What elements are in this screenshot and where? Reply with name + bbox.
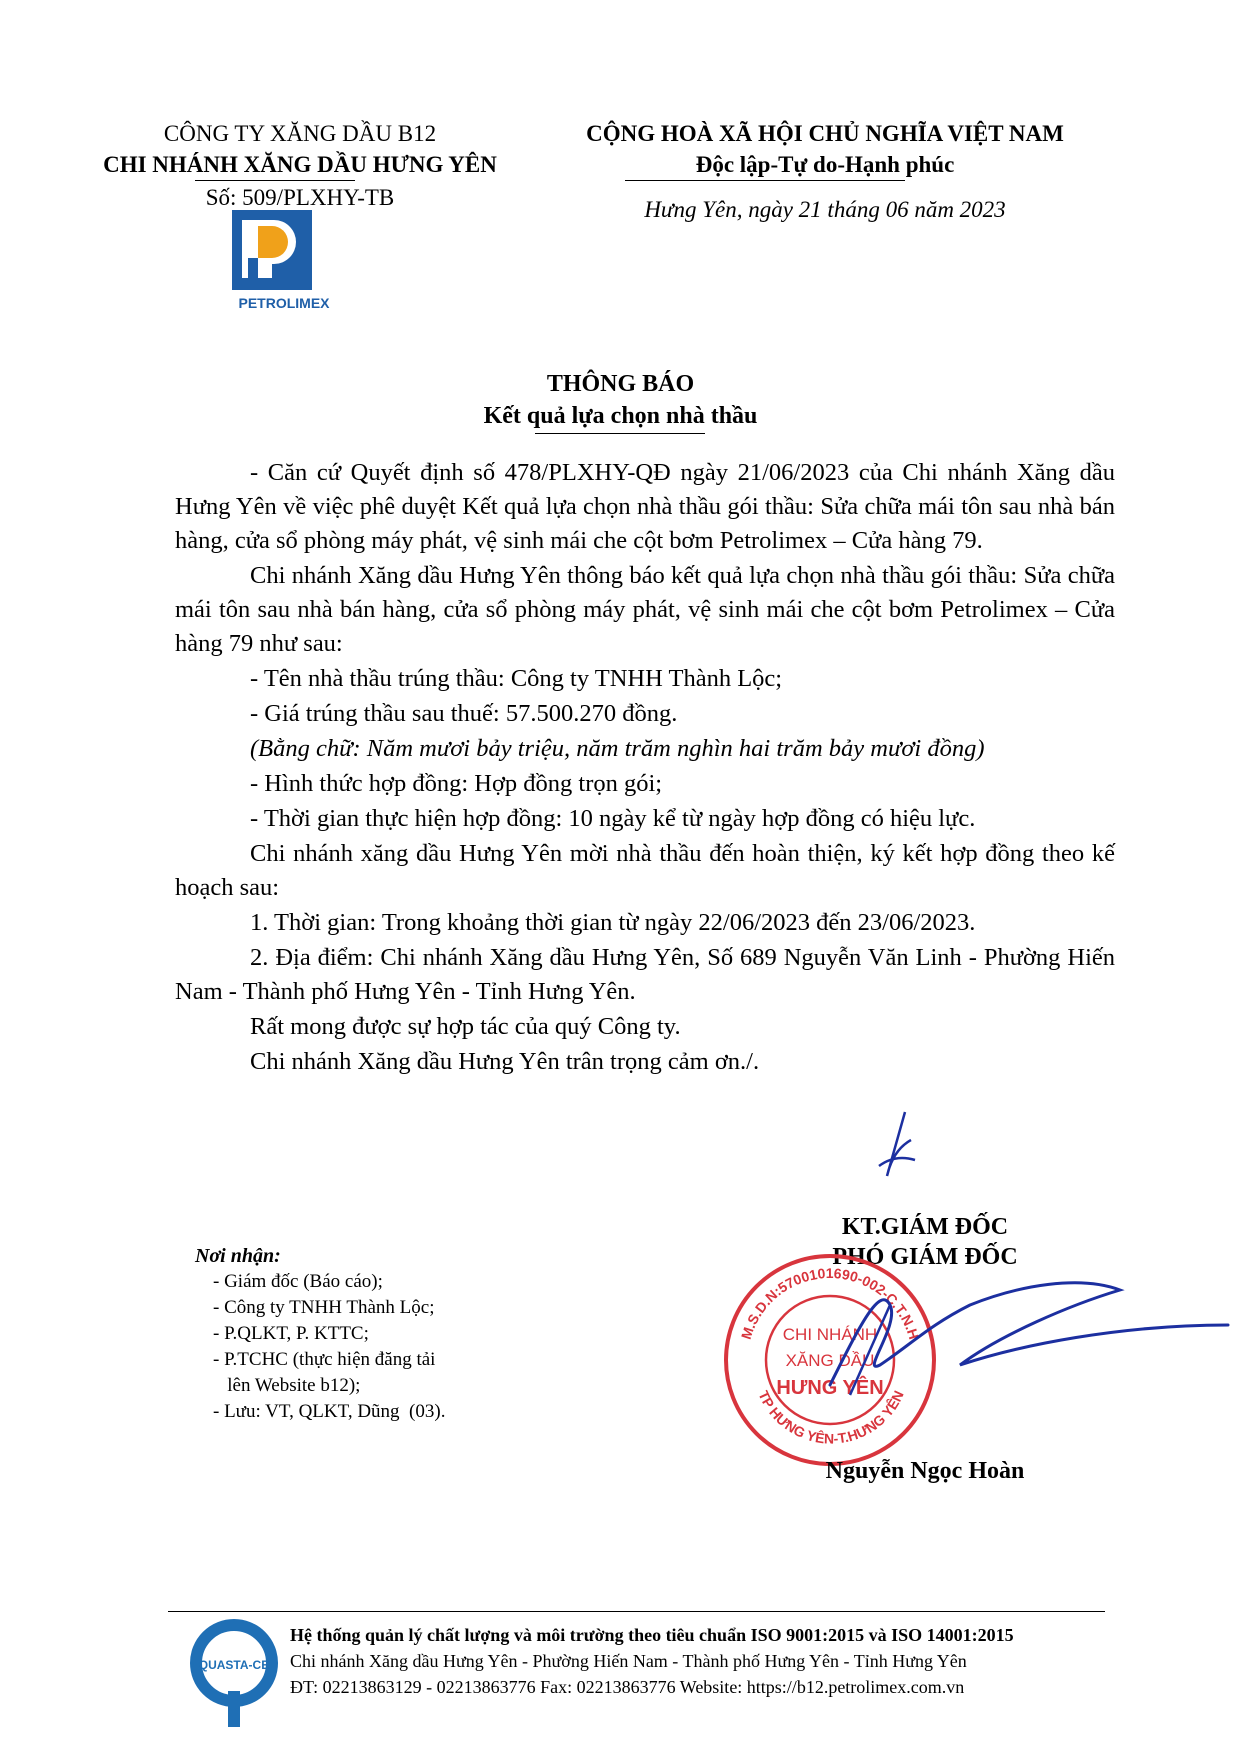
recipient-item: - Lưu: VT, QLKT, Dũng (03).: [213, 1401, 446, 1422]
header-left-underline: [195, 180, 355, 181]
place-date: Hưng Yên, ngày 21 tháng 06 năm 2023: [644, 197, 1006, 222]
footer-iso: Hệ thống quản lý chất lượng và môi trường theo tiêu chuẩn ISO 9001:2015 và ISO 14001:2015: [290, 1625, 1014, 1645]
header-right: [545, 118, 1105, 225]
paragraph-announcement: Chi nhánh Xăng dầu Hưng Yên thông báo kết quả lựa chọn nhà thầu gói thầu: Sửa chữa mái tôn sau nhà bán hàng, cửa sổ phòng máy phát, vệ sinh mái che cột bơm Petrolimex – Cửa hàng 79 như sau:: [175, 562, 1115, 657]
initial-mark: [865, 1110, 925, 1190]
notice-body: [175, 456, 1115, 1079]
title-main: THÔNG BÁO: [546, 371, 695, 397]
signatory-line1: KT.GIÁM ĐỐC: [841, 1214, 1009, 1240]
paragraph-invitation: Chi nhánh xăng dầu Hưng Yên mời nhà thầu đến hoàn thiện, ký kết hợp đồng theo kế hoạch sau:: [175, 840, 1115, 901]
paragraph-location: 2. Địa điểm: Chi nhánh Xăng dầu Hưng Yên, Số 689 Nguyễn Văn Linh - Phường Hiến Nam - Thành phố Hưng Yên - Tỉnh Hưng Yên.: [175, 944, 1115, 1005]
stamp-line2: XĂNG DẦU: [785, 1351, 875, 1370]
motto: Độc lập-Tự do-Hạnh phúc: [695, 152, 955, 177]
paragraph-winner: - Tên nhà thầu trúng thầu: Công ty TNHH Thành Lộc;: [250, 665, 783, 692]
paragraph-contract-time: - Thời gian thực hiện hợp đồng: 10 ngày kể từ ngày hợp đồng có hiệu lực.: [250, 805, 976, 832]
quasta-text: QUASTA-CE: [198, 1658, 270, 1672]
stamp-line1: CHI NHÁNH: [782, 1325, 878, 1344]
company-name: CÔNG TY XĂNG DẦU B12: [163, 121, 437, 146]
republic-name: CỘNG HOÀ XÃ HỘI CHỦ NGHĨA VIỆT NAM: [586, 121, 1064, 146]
recipients-heading: Nơi nhận:: [195, 1245, 281, 1267]
paragraph-price: - Giá trúng thầu sau thuế: 57.500.270 đồng.: [250, 700, 678, 727]
quasta-certification-logo: [190, 1617, 278, 1729]
footer-divider: [168, 1611, 1105, 1612]
recipient-item: - P.TCHC (thực hiện đăng tải: [213, 1349, 436, 1370]
document-number: Số: 509/PLXHY-TB: [205, 185, 395, 210]
recipients: [195, 1243, 445, 1425]
signatory-name: Nguyễn Ngọc Hoàn: [825, 1458, 1025, 1484]
stamp-ring-text: M.S.D.N:5700101690-002-C.T.N.H: [737, 1265, 923, 1342]
petrolimex-logo: [232, 210, 337, 315]
handwritten-signature: [820, 1265, 1230, 1405]
paragraph-thanks: Chi nhánh Xăng dầu Hưng Yên trân trọng cảm ơn./.: [250, 1048, 760, 1075]
recipient-item: - P.QLKT, P. KTTC;: [213, 1323, 369, 1344]
recipient-item: - Giám đốc (Báo cáo);: [213, 1271, 383, 1292]
branch-name: CHI NHÁNH XĂNG DẦU HƯNG YÊN: [103, 152, 497, 177]
title-underline: [535, 433, 705, 434]
paragraph-schedule-time: 1. Thời gian: Trong khoảng thời gian từ ngày 22/06/2023 đến 23/06/2023.: [250, 909, 976, 936]
stamp-line3: HƯNG YÊN: [776, 1377, 884, 1399]
footer-contact: ĐT: 02213863129 - 02213863776 Fax: 02213863776 Website: https://b12.petrolimex.com.vn: [290, 1677, 965, 1697]
paragraph-contract-type: - Hình thức hợp đồng: Hợp đồng trọn gói;: [250, 770, 663, 797]
motto-underline: [625, 180, 905, 181]
paragraph-basis: - Căn cứ Quyết định số 478/PLXHY-QĐ ngày 21/06/2023 của Chi nhánh Xăng dầu Hưng Yên về việc phê duyệt Kết quả lựa chọn nhà thầu gói thầu: Sửa chữa mái tôn sau nhà bán hàng, cửa sổ phòng máy phát, vệ sinh mái che cột bơm Petrolimex – Cửa hàng 79.: [175, 459, 1115, 554]
footer-address: Chi nhánh Xăng dầu Hưng Yên - Phường Hiến Nam - Thành phố Hưng Yên - Tỉnh Hưng Yên: [290, 1651, 967, 1671]
footer-text: [290, 1622, 1110, 1700]
notice-title: [0, 368, 1241, 432]
paragraph-price-words: (Bằng chữ: Năm mươi bảy triệu, năm trăm nghìn hai trăm bảy mươi đồng): [250, 735, 985, 762]
recipient-item: - Công ty TNHH Thành Lộc;: [213, 1297, 435, 1318]
recipients-list: [195, 1269, 445, 1425]
signatory-line2: PHÓ GIÁM ĐỐC: [832, 1244, 1018, 1270]
title-sub: Kết quả lựa chọn nhà thầu: [483, 403, 758, 429]
stamp-bottom-text: TP HƯNG YÊN-T.HƯNG YÊN: [755, 1388, 907, 1447]
header-left: [60, 118, 540, 213]
recipient-item: lên Website b12);: [213, 1375, 361, 1396]
paragraph-cooperation: Rất mong được sự hợp tác của quý Công ty.: [250, 1013, 681, 1040]
logo-text: PETROLIMEX: [238, 295, 330, 311]
